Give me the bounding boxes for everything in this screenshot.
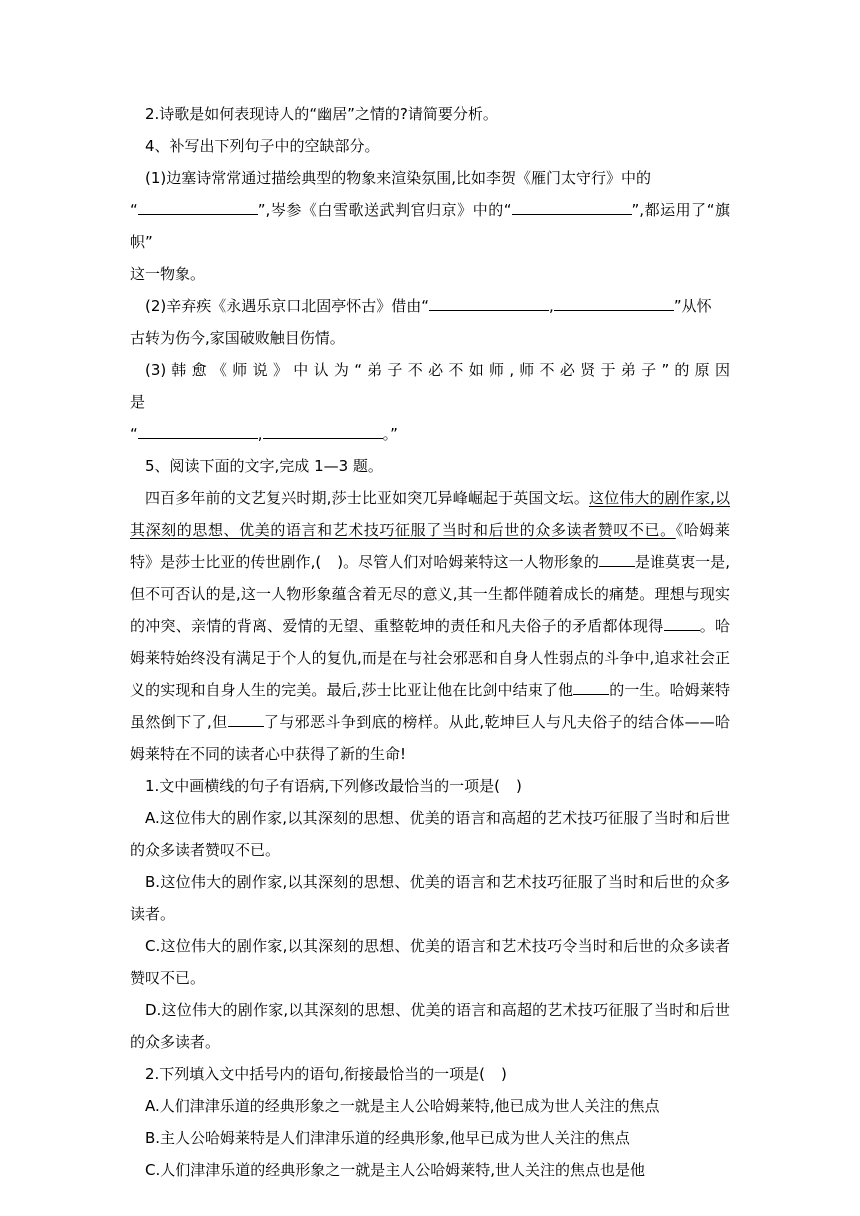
blank-line xyxy=(138,199,258,215)
q4-item3-pre: “ xyxy=(130,425,138,443)
q4-item1-line1: (1)边塞诗常常通过描绘典型的物象来渲染氛围,比如李贺《雁门太守行》中的 xyxy=(145,169,652,187)
question-5-title: 5、阅读下面的文字,完成 1—3 题。 xyxy=(145,457,383,475)
q4-item2-pre: (2)辛弃疾《永遇乐京口北固亭怀古》借由“ xyxy=(145,297,430,315)
blank-line xyxy=(512,199,632,215)
blank-line xyxy=(554,295,674,311)
reading-passage xyxy=(130,482,730,770)
blank-line xyxy=(429,295,549,311)
document-body xyxy=(130,98,730,1186)
question-4-title: 4、补写出下列句子中的空缺部分。 xyxy=(145,137,380,155)
sub1-question-text: 1.文中画横线的句子有语病,下列修改最恰当的一项是( xyxy=(145,777,500,795)
q4-item1-mid: ”,岑参《白雪歌送武判官归京》中的“ xyxy=(257,201,512,219)
sub1-option-d: D.这位伟大的剧作家,以其深刻的思想、优美的语言和高超的艺术技巧征服了当时和后世的众多读者。 xyxy=(130,1001,730,1051)
passage-sentence-7: 了与邪恶斗争到底的榜样。从此,乾坤巨人与凡夫俗子的结合体——哈姆莱特在不同的读者心中获得了新的生命! xyxy=(130,713,730,763)
blank-line xyxy=(138,423,258,439)
sub1-question-end: ) xyxy=(515,777,522,795)
q4-item2-sep: , xyxy=(549,297,554,315)
q4-item1-post: ”,都运用了“旗帜” xyxy=(130,201,731,251)
sub2-option-c: C.人们津津乐道的经典形象之一就是主人公哈姆莱特,世人关注的焦点也是他 xyxy=(145,1161,646,1179)
sub-question-1 xyxy=(130,770,730,802)
sub2-question-text: 2.下列填入文中括号内的语句,衔接最恰当的一项是( xyxy=(145,1065,485,1083)
blank-line xyxy=(263,423,383,439)
q4-item1-line3: 这一物象。 xyxy=(130,265,206,283)
sub2-question-end: ) xyxy=(500,1065,507,1083)
q4-item1-quote-open: “ xyxy=(130,201,138,219)
sub1-option-b: B.这位伟大的剧作家,以其深刻的思想、优美的语言和艺术技巧征服了当时和后世的众多读者。 xyxy=(130,873,730,923)
blank-line xyxy=(573,679,609,695)
q4-item2-post: ”从怀 xyxy=(673,297,712,315)
passage-sentence-6: 的一生。哈姆莱特虽然倒下了,但 xyxy=(130,681,730,731)
blank-line xyxy=(228,711,264,727)
question-4-item-3 xyxy=(130,354,730,450)
q4-item2-line2: 古转为伤今,家国破败触目伤情。 xyxy=(130,329,345,347)
blank-line xyxy=(599,551,635,567)
q4-item3-sep: , xyxy=(257,425,263,443)
passage-sentence-5: 。哈姆莱特始终没有满足于个人的复仇,而是在与社会邪恶和自身人性弱点的斗争中,追求社会正义的实现和自身人生的完美。最后,莎士比亚让他在比剑中结束了他 xyxy=(130,617,730,699)
blank-line xyxy=(664,615,700,631)
passage-sentence-2: 《哈姆莱特》是莎士比亚的传世剧作,( xyxy=(130,521,730,571)
q4-item3-line1: (3) 韩 愈 《 师 说 》 中 认 为 “ 弟 子 不 必 不 如 师 , 师 不 必 贤 于 弟 子 ” 的 原 因 是 xyxy=(130,361,730,411)
sub2-option-a: A.人们津津乐道的经典形象之一就是主人公哈姆莱特,他已成为世人关注的焦点 xyxy=(145,1097,660,1115)
q4-item3-post: 。” xyxy=(382,425,398,443)
question-2-poem: 2.诗歌是如何表现诗人的“幽居”之情的?请简要分析。 xyxy=(145,105,498,123)
sub2-option-b: B.主人公哈姆莱特是人们津津乐道的经典形象,他早已成为世人关注的焦点 xyxy=(145,1129,630,1147)
underlined-sentence: 这位伟大的剧作家,以其深刻的思想、优美的语言和艺术技巧征服了当时和后世的众多读者赞叹不已。 xyxy=(130,489,730,539)
sub1-option-c: C.这位伟大的剧作家,以其深刻的思想、优美的语言和艺术技巧令当时和后世的众多读者赞叹不已。 xyxy=(130,937,730,987)
question-4-item-2 xyxy=(130,290,730,354)
sub-question-2 xyxy=(130,1058,730,1090)
passage-sentence-3: )。尽管人们对哈姆莱特这一人物形象的 xyxy=(337,553,599,571)
sub1-option-a: A.这位伟大的剧作家,以其深刻的思想、优美的语言和高超的艺术技巧征服了当时和后世的众多读者赞叹不已。 xyxy=(130,809,730,859)
passage-sentence-4: 是谁莫衷一是,但不可否认的是,这一人物形象蕴含着无尽的意义,其一生都伴随着成长的痛楚。理想与现实的冲突、亲情的背离、爱情的无望、重整乾坤的责任和凡夫俗子的矛盾都体现得 xyxy=(130,553,730,635)
passage-sentence-1: 四百多年前的文艺复兴时期,莎士比亚如突兀异峰崛起于英国文坛。 xyxy=(145,489,589,507)
question-4-item-1 xyxy=(130,162,730,290)
